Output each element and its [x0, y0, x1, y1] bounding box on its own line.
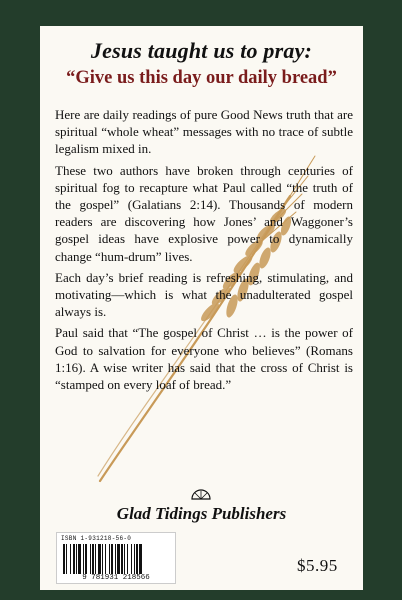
isbn-label: ISBN 1-931218-56-0 — [61, 535, 132, 542]
body-paragraph: Each day’s brief reading is refreshing, stimulating, and motivating—which is what the unadulterated gospel always is. — [55, 269, 353, 320]
publisher-logo-icon — [190, 486, 212, 500]
body-paragraph: Paul said that “The gospel of Christ … is the power of God to salvation for everyone who believes” (Romans 1:16). A wise writer has said that the cross of Christ is “stamped on every loaf of bread.” — [55, 325, 353, 393]
publisher-name: Glad Tidings Publishers — [116, 504, 287, 523]
isbn-barcode — [56, 532, 176, 584]
cover-panel — [40, 26, 363, 590]
headline: Jesus taught us to pray: — [90, 38, 313, 63]
price-tag: $5.95 — [297, 556, 338, 575]
barcode-bars-icon — [63, 544, 169, 574]
body-paragraph: Here are daily readings of pure Good News truth that are spiritual “whole wheat” messages with no trace of subtle legalism mixed in. — [55, 107, 353, 157]
barcode-number: 9 781931 218566 — [82, 574, 150, 582]
body-text — [55, 106, 353, 397]
subheadline-quote: “Give us this day our daily bread” — [66, 68, 337, 88]
body-paragraph: These two authors have broken through centuries of spiritual fog to recapture what Paul called “the truth of the gospel” (Galatians 2:14). Thousands of modern readers are discovering how Jones’ and Waggoner’s gospel ideas have explosive power to dynamically change “hum-drum” lives. — [55, 162, 353, 264]
